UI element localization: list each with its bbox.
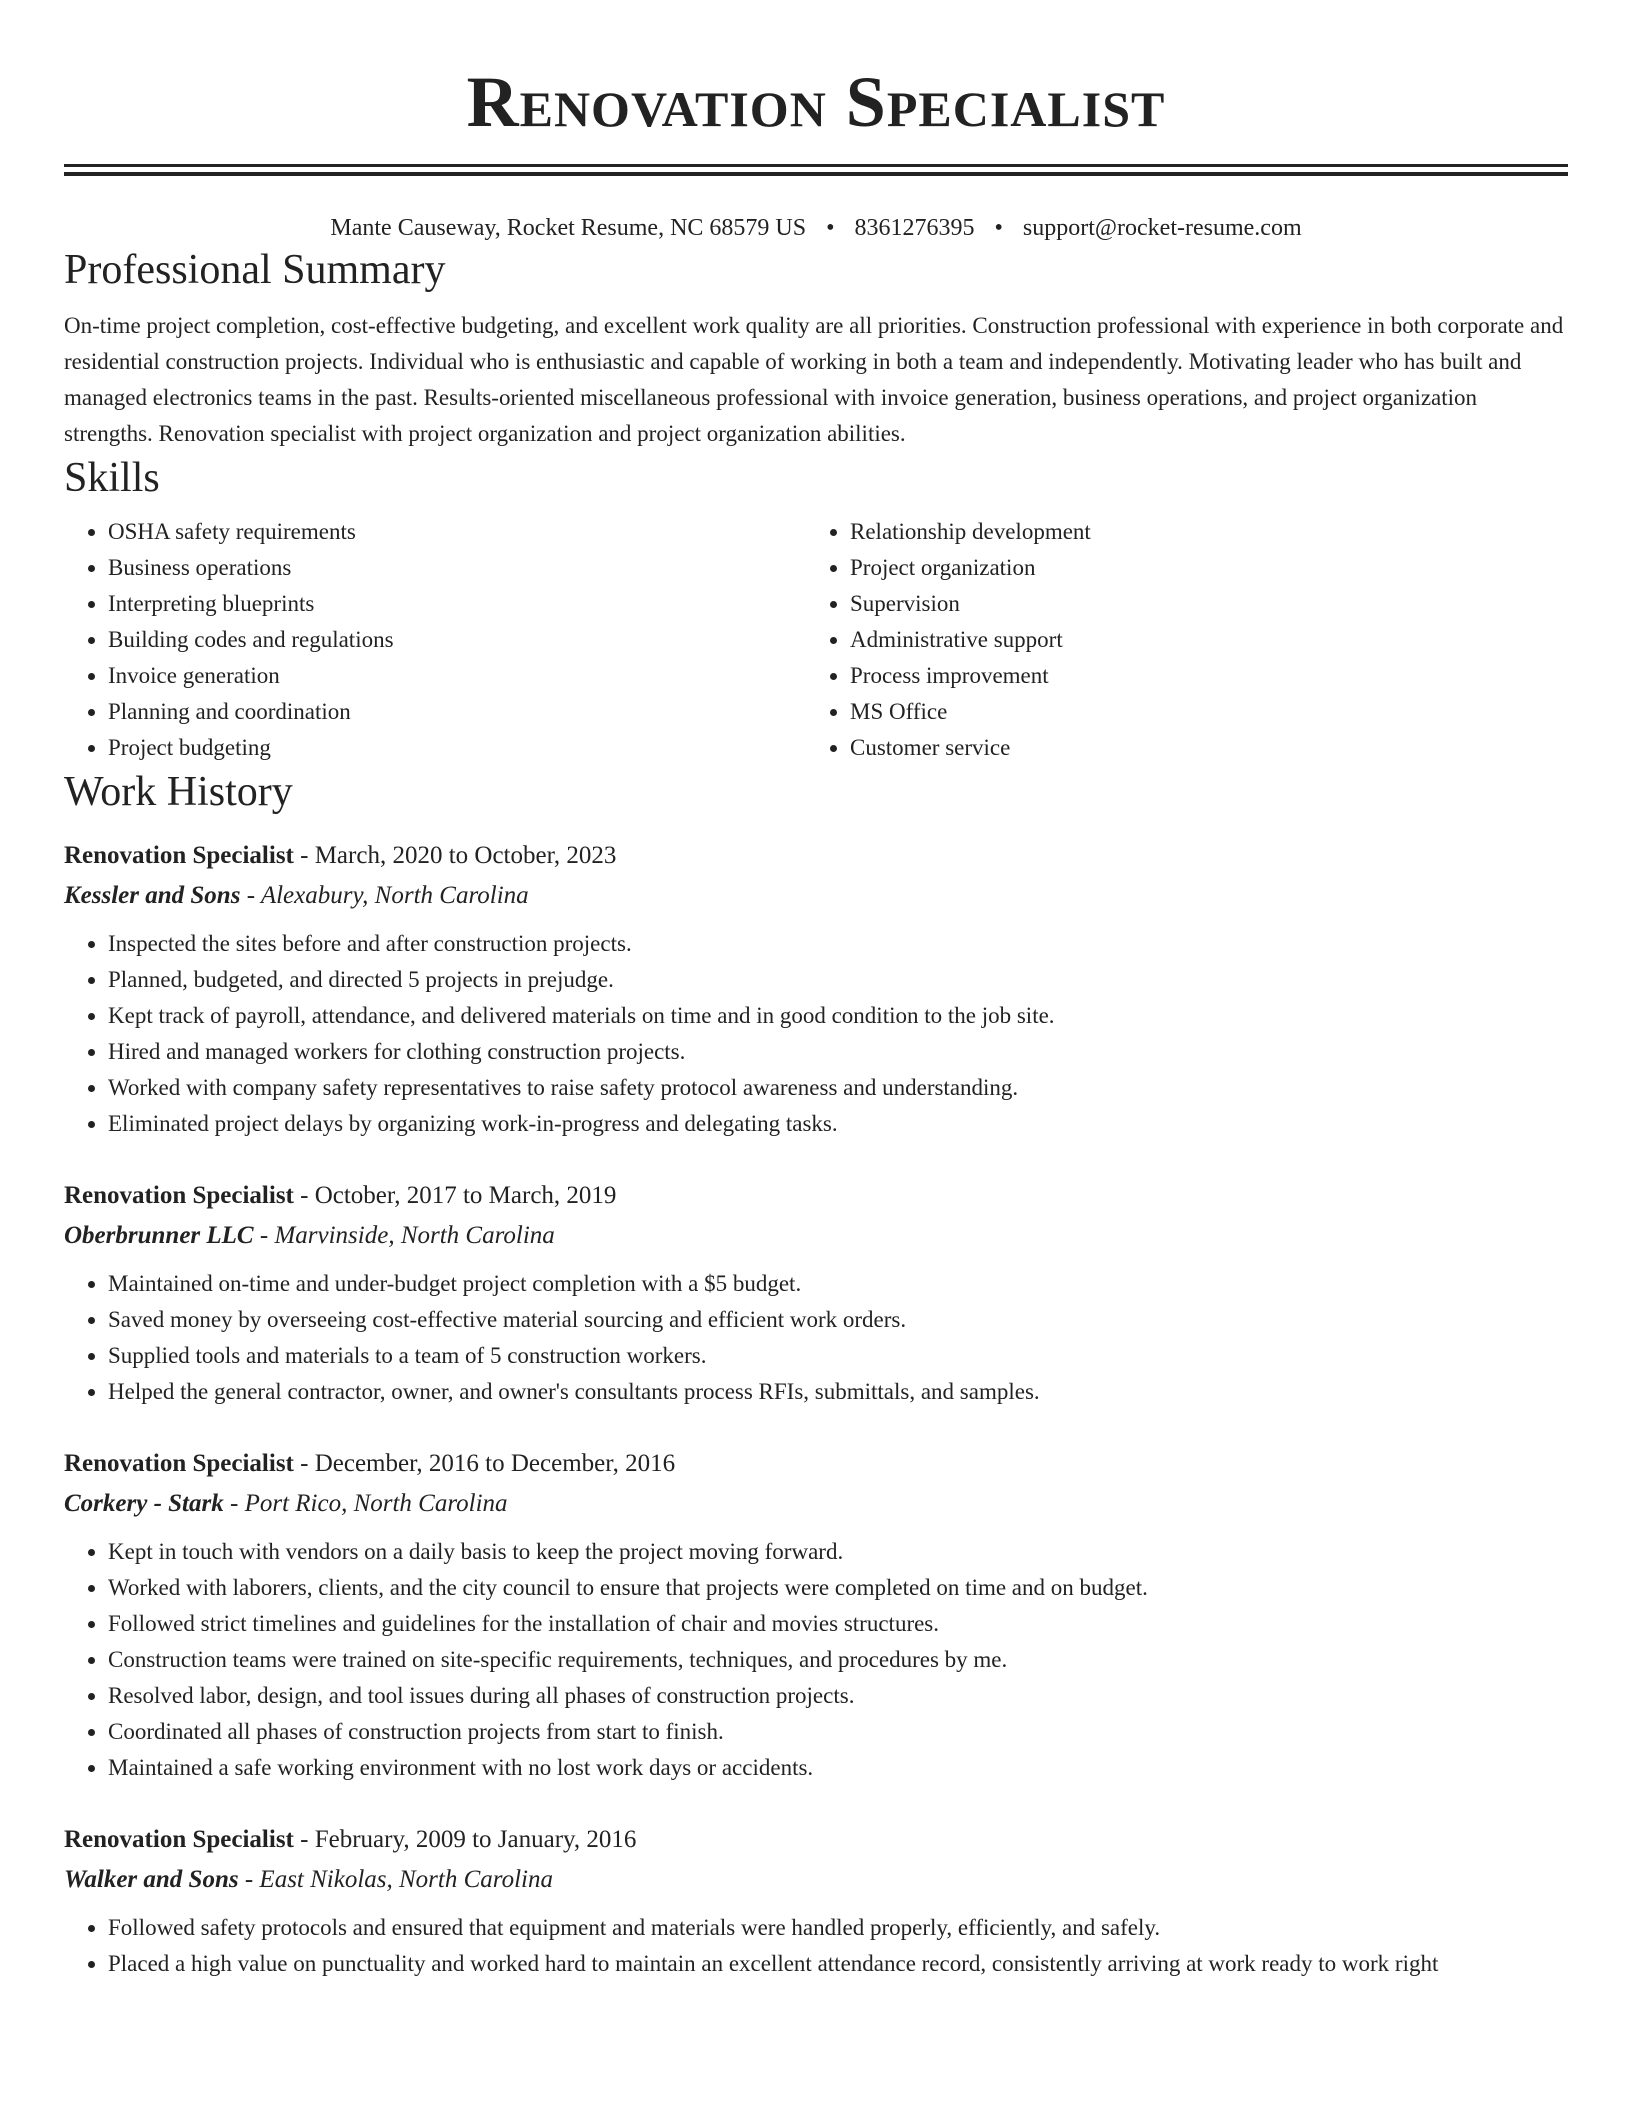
- skill-item: • Supervision: [850, 586, 1548, 622]
- skill-item: • Building codes and regulations: [108, 622, 806, 658]
- job-duties: [64, 926, 1568, 1142]
- contact-phone: 8361276395: [854, 215, 975, 241]
- title-divider: [64, 164, 1568, 176]
- skills-column-right: [806, 514, 1548, 766]
- skills-list: [64, 514, 1568, 766]
- job-duty: • Kept track of payroll, attendance, and delivered materials on time and in good condition to the job site.: [108, 998, 1568, 1034]
- job-title-line: Renovation Specialist - February, 2009 to January, 2016: [64, 1826, 637, 1853]
- job-duty: • Supplied tools and materials to a team of 5 construction workers.: [108, 1338, 1568, 1374]
- skill-item: • OSHA safety requirements: [108, 514, 806, 550]
- job-company: Corkery - Stark: [64, 1490, 224, 1517]
- contact-separator: •: [994, 215, 1003, 241]
- job-company-line: Oberbrunner LLC - Marvinside, North Carolina: [64, 1222, 555, 1249]
- skill-item: • Project organization: [850, 550, 1548, 586]
- skill-item: • Customer service: [850, 730, 1548, 766]
- job-entry: [64, 1820, 1568, 1982]
- job-duty: • Eliminated project delays by organizing work-in-progress and delegating tasks.: [108, 1106, 1568, 1142]
- summary-text: On-time project completion, cost-effective budgeting, and excellent work quality are all priorities. Construction professional with experience in both corporate and residential construction projects. Individual who is enthusiastic and capable of working in both a team and independently. Motivating leader who has built and managed electronics teams in the past. Results-oriented miscellaneous professional with invoice generation, business operations, and project organization strengths. Renovation specialist with project organization and project organization abilities.: [64, 313, 1564, 446]
- job-duty: • Resolved labor, design, and tool issues during all phases of construction projects.: [108, 1678, 1568, 1714]
- job-duty: • Planned, budgeted, and directed 5 projects in prejudge.: [108, 962, 1568, 998]
- job-dates: February, 2009 to January, 2016: [314, 1826, 637, 1853]
- skill-item: • MS Office: [850, 694, 1548, 730]
- job-duties: [64, 1266, 1568, 1410]
- job-duty: • Followed safety protocols and ensured that equipment and materials were handled properly, efficiently, and safely.: [108, 1910, 1568, 1946]
- job-duty: • Worked with laborers, clients, and the city council to ensure that projects were completed on time and on budget.: [108, 1570, 1568, 1606]
- job-location: Port Rico, North Carolina: [244, 1490, 508, 1517]
- job-duty: • Coordinated all phases of construction projects from start to finish.: [108, 1714, 1568, 1750]
- contact-separator: •: [826, 215, 835, 241]
- job-role: Renovation Specialist: [64, 842, 294, 869]
- job-role: Renovation Specialist: [64, 1182, 294, 1209]
- skill-item: • Invoice generation: [108, 658, 806, 694]
- job-role: Renovation Specialist: [64, 1826, 294, 1853]
- job-title-line: Renovation Specialist - October, 2017 to March, 2019: [64, 1182, 617, 1209]
- job-dates: October, 2017 to March, 2019: [314, 1182, 617, 1209]
- skills-column-left: [64, 514, 806, 766]
- job-company-line: Kessler and Sons - Alexabury, North Carolina: [64, 882, 529, 909]
- work-history-heading: Work History: [64, 769, 293, 815]
- job-entry: [64, 1444, 1568, 1786]
- job-company: Kessler and Sons: [64, 882, 241, 909]
- job-title-line: Renovation Specialist - December, 2016 to December, 2016: [64, 1450, 676, 1477]
- job-duty: • Inspected the sites before and after construction projects.: [108, 926, 1568, 962]
- job-company: Oberbrunner LLC: [64, 1222, 254, 1249]
- job-duty: • Maintained on-time and under-budget project completion with a $5 budget.: [108, 1266, 1568, 1302]
- contact-line: [64, 212, 1568, 244]
- skill-item: • Business operations: [108, 550, 806, 586]
- job-title-line: Renovation Specialist - March, 2020 to October, 2023: [64, 842, 617, 869]
- skill-item: • Administrative support: [850, 622, 1548, 658]
- resume-title: Renovation Specialist: [466, 62, 1166, 142]
- job-location: Marvinside, North Carolina: [274, 1222, 555, 1249]
- job-company-line: Corkery - Stark - Port Rico, North Carolina: [64, 1490, 508, 1517]
- job-dates: December, 2016 to December, 2016: [314, 1450, 676, 1477]
- job-duty: • Followed strict timelines and guidelines for the installation of chair and movies structures.: [108, 1606, 1568, 1642]
- job-duty: • Kept in touch with vendors on a daily basis to keep the project moving forward.: [108, 1534, 1568, 1570]
- job-entry: [64, 836, 1568, 1142]
- skills-heading: Skills: [64, 455, 160, 501]
- job-entry: [64, 1176, 1568, 1410]
- summary-heading: Professional Summary: [64, 247, 446, 293]
- job-duty: • Placed a high value on punctuality and worked hard to maintain an excellent attendance record, consistently arriving at work ready to work right: [108, 1946, 1568, 1982]
- job-duty: • Saved money by overseeing cost-effective material sourcing and efficient work orders.: [108, 1302, 1568, 1338]
- job-location: Alexabury, North Carolina: [260, 882, 529, 909]
- job-role: Renovation Specialist: [64, 1450, 294, 1477]
- job-duty: • Construction teams were trained on site-specific requirements, techniques, and procedures by me.: [108, 1642, 1568, 1678]
- job-duty: • Maintained a safe working environment with no lost work days or accidents.: [108, 1750, 1568, 1786]
- contact-email: support@rocket-resume.com: [1022, 215, 1302, 241]
- skill-item: • Project budgeting: [108, 730, 806, 766]
- job-duty: • Worked with company safety representatives to raise safety protocol awareness and understanding.: [108, 1070, 1568, 1106]
- job-company-line: Walker and Sons - East Nikolas, North Carolina: [64, 1866, 553, 1893]
- job-company: Walker and Sons: [64, 1866, 239, 1893]
- job-duty: • Hired and managed workers for clothing construction projects.: [108, 1034, 1568, 1070]
- skill-item: • Process improvement: [850, 658, 1548, 694]
- skill-item: • Planning and coordination: [108, 694, 806, 730]
- job-location: East Nikolas, North Carolina: [259, 1866, 553, 1893]
- contact-address: Mante Causeway, Rocket Resume, NC 68579 US: [330, 215, 807, 241]
- job-duties: [64, 1910, 1568, 1982]
- job-duty: • Helped the general contractor, owner, and owner's consultants process RFIs, submittals, and samples.: [108, 1374, 1568, 1410]
- skill-item: • Relationship development: [850, 514, 1548, 550]
- job-duties: [64, 1534, 1568, 1786]
- skill-item: • Interpreting blueprints: [108, 586, 806, 622]
- job-dates: March, 2020 to October, 2023: [314, 842, 617, 869]
